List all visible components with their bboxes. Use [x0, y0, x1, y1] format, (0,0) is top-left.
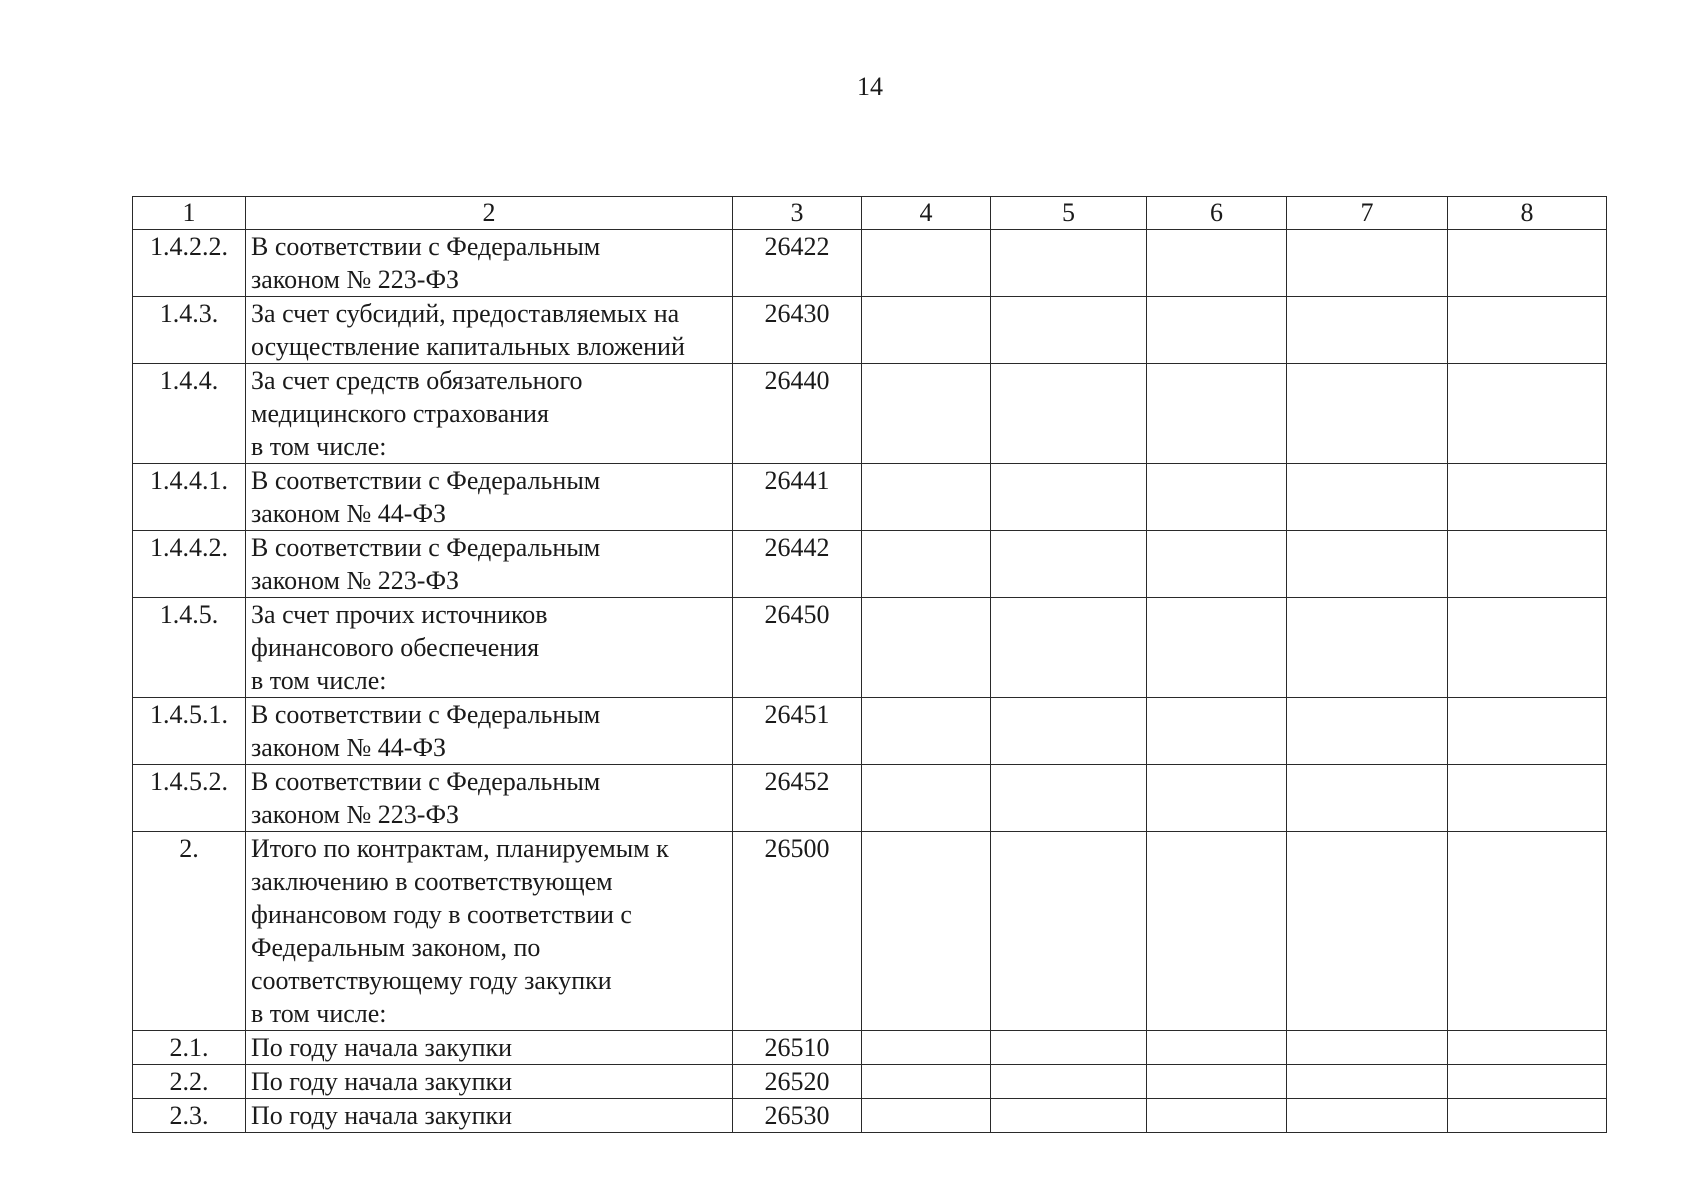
column-number: 8 [1448, 197, 1607, 230]
empty-value-cell [862, 1065, 991, 1099]
row-number: 2. [133, 832, 246, 1031]
row-description-line: Федеральным законом, по [251, 933, 541, 962]
table-row [133, 832, 1607, 1031]
row-description-line: По году начала закупки [251, 1067, 513, 1096]
row-description-line: в том числе: [251, 432, 387, 461]
empty-value-cell [862, 598, 991, 698]
column-number-header-row [133, 197, 1607, 230]
row-description [246, 230, 733, 297]
empty-value-cell [1287, 832, 1448, 1031]
row-description-line: законом № 223-ФЗ [251, 566, 460, 595]
row-description-line: финансовом году в соответствии с [251, 900, 632, 929]
row-number: 1.4.2.2. [133, 230, 246, 297]
row-description-line: За счет субсидий, предоставляемых на [251, 299, 680, 328]
empty-value-cell [862, 464, 991, 531]
row-description-line: За счет средств обязательного [251, 366, 583, 395]
row-number: 2.3. [133, 1099, 246, 1133]
table-row [133, 230, 1607, 297]
row-description-line: законом № 44-ФЗ [251, 499, 447, 528]
column-number: 7 [1287, 197, 1448, 230]
row-code: 26500 [733, 832, 862, 1031]
row-code: 26430 [733, 297, 862, 364]
empty-value-cell [862, 230, 991, 297]
row-description [246, 464, 733, 531]
table-row [133, 364, 1607, 464]
row-description-line: За счет прочих источников [251, 600, 548, 629]
empty-value-cell [991, 1031, 1147, 1065]
row-description-line: законом № 223-ФЗ [251, 800, 460, 829]
empty-value-cell [1448, 364, 1607, 464]
row-description [246, 1065, 733, 1099]
empty-value-cell [991, 230, 1147, 297]
empty-value-cell [1287, 698, 1448, 765]
row-description-line: в том числе: [251, 999, 387, 1028]
table-row [133, 698, 1607, 765]
empty-value-cell [1287, 765, 1448, 832]
empty-value-cell [1448, 230, 1607, 297]
empty-value-cell [862, 531, 991, 598]
row-description [246, 1031, 733, 1065]
row-number: 1.4.5. [133, 598, 246, 698]
row-number: 1.4.5.1. [133, 698, 246, 765]
empty-value-cell [1287, 1031, 1448, 1065]
column-number: 5 [991, 197, 1147, 230]
row-description [246, 598, 733, 698]
empty-value-cell [1147, 832, 1287, 1031]
empty-value-cell [1147, 598, 1287, 698]
empty-value-cell [1287, 364, 1448, 464]
empty-value-cell [1448, 698, 1607, 765]
empty-value-cell [1287, 297, 1448, 364]
empty-value-cell [1448, 464, 1607, 531]
empty-value-cell [1287, 230, 1448, 297]
empty-value-cell [1147, 698, 1287, 765]
empty-value-cell [1448, 1031, 1607, 1065]
row-description [246, 297, 733, 364]
row-description [246, 765, 733, 832]
row-description-line: В соответствии с Федеральным [251, 533, 601, 562]
empty-value-cell [991, 464, 1147, 531]
empty-value-cell [1287, 1099, 1448, 1133]
row-number: 2.1. [133, 1031, 246, 1065]
column-number: 2 [246, 197, 733, 230]
table-row [133, 464, 1607, 531]
empty-value-cell [1448, 832, 1607, 1031]
empty-value-cell [991, 698, 1147, 765]
empty-value-cell [1448, 297, 1607, 364]
row-code: 26520 [733, 1065, 862, 1099]
empty-value-cell [1147, 1099, 1287, 1133]
row-number: 1.4.4.1. [133, 464, 246, 531]
column-number: 4 [862, 197, 991, 230]
row-description-line: осуществление капитальных вложений [251, 332, 685, 361]
empty-value-cell [1147, 1031, 1287, 1065]
empty-value-cell [862, 832, 991, 1031]
row-description-line: В соответствии с Федеральным [251, 767, 601, 796]
empty-value-cell [1287, 1065, 1448, 1099]
row-code: 26510 [733, 1031, 862, 1065]
row-description-line: в том числе: [251, 666, 387, 695]
row-description [246, 832, 733, 1031]
empty-value-cell [862, 698, 991, 765]
row-description-line: соответствующему году закупки [251, 966, 612, 995]
empty-value-cell [991, 1065, 1147, 1099]
empty-value-cell [991, 598, 1147, 698]
form-table [132, 196, 1607, 1133]
table-row [133, 1065, 1607, 1099]
table-row [133, 1031, 1607, 1065]
row-description-line: В соответствии с Федеральным [251, 700, 601, 729]
empty-value-cell [1287, 531, 1448, 598]
row-number: 1.4.4.2. [133, 531, 246, 598]
row-code: 26422 [733, 230, 862, 297]
empty-value-cell [1448, 765, 1607, 832]
empty-value-cell [862, 364, 991, 464]
row-description-line: Итого по контрактам, планируемым к [251, 834, 669, 863]
column-number: 3 [733, 197, 862, 230]
table-row [133, 297, 1607, 364]
empty-value-cell [1448, 1099, 1607, 1133]
row-description-line: В соответствии с Федеральным [251, 466, 601, 495]
table-row [133, 598, 1607, 698]
row-code: 26452 [733, 765, 862, 832]
empty-value-cell [862, 1099, 991, 1133]
empty-value-cell [862, 1031, 991, 1065]
row-code: 26451 [733, 698, 862, 765]
empty-value-cell [1147, 531, 1287, 598]
row-number: 1.4.3. [133, 297, 246, 364]
row-description [246, 1099, 733, 1133]
empty-value-cell [1448, 1065, 1607, 1099]
empty-value-cell [1448, 598, 1607, 698]
row-code: 26440 [733, 364, 862, 464]
table-row [133, 765, 1607, 832]
empty-value-cell [1448, 531, 1607, 598]
empty-value-cell [862, 765, 991, 832]
column-number: 6 [1147, 197, 1287, 230]
row-number: 2.2. [133, 1065, 246, 1099]
empty-value-cell [991, 531, 1147, 598]
page-number: 14 [857, 72, 883, 101]
empty-value-cell [991, 1099, 1147, 1133]
row-description-line: законом № 223-ФЗ [251, 265, 460, 294]
row-code: 26441 [733, 464, 862, 531]
empty-value-cell [991, 765, 1147, 832]
row-number: 1.4.4. [133, 364, 246, 464]
empty-value-cell [1287, 598, 1448, 698]
row-code: 26530 [733, 1099, 862, 1133]
row-description [246, 698, 733, 765]
empty-value-cell [1147, 297, 1287, 364]
empty-value-cell [862, 297, 991, 364]
column-number: 1 [133, 197, 246, 230]
empty-value-cell [991, 832, 1147, 1031]
row-description-line: финансового обеспечения [251, 633, 540, 662]
empty-value-cell [1147, 230, 1287, 297]
row-code: 26442 [733, 531, 862, 598]
row-description [246, 364, 733, 464]
row-description-line: По году начала закупки [251, 1101, 513, 1130]
empty-value-cell [1147, 364, 1287, 464]
row-code: 26450 [733, 598, 862, 698]
empty-value-cell [1147, 765, 1287, 832]
table-row [133, 531, 1607, 598]
row-description [246, 531, 733, 598]
table-row [133, 1099, 1607, 1133]
row-description-line: медицинского страхования [251, 399, 549, 428]
row-description-line: заключению в соответствующем [251, 867, 613, 896]
row-description-line: В соответствии с Федеральным [251, 232, 601, 261]
empty-value-cell [991, 297, 1147, 364]
row-description-line: По году начала закупки [251, 1033, 513, 1062]
row-number: 1.4.5.2. [133, 765, 246, 832]
empty-value-cell [1287, 464, 1448, 531]
empty-value-cell [991, 364, 1147, 464]
empty-value-cell [1147, 1065, 1287, 1099]
row-description-line: законом № 44-ФЗ [251, 733, 447, 762]
empty-value-cell [1147, 464, 1287, 531]
